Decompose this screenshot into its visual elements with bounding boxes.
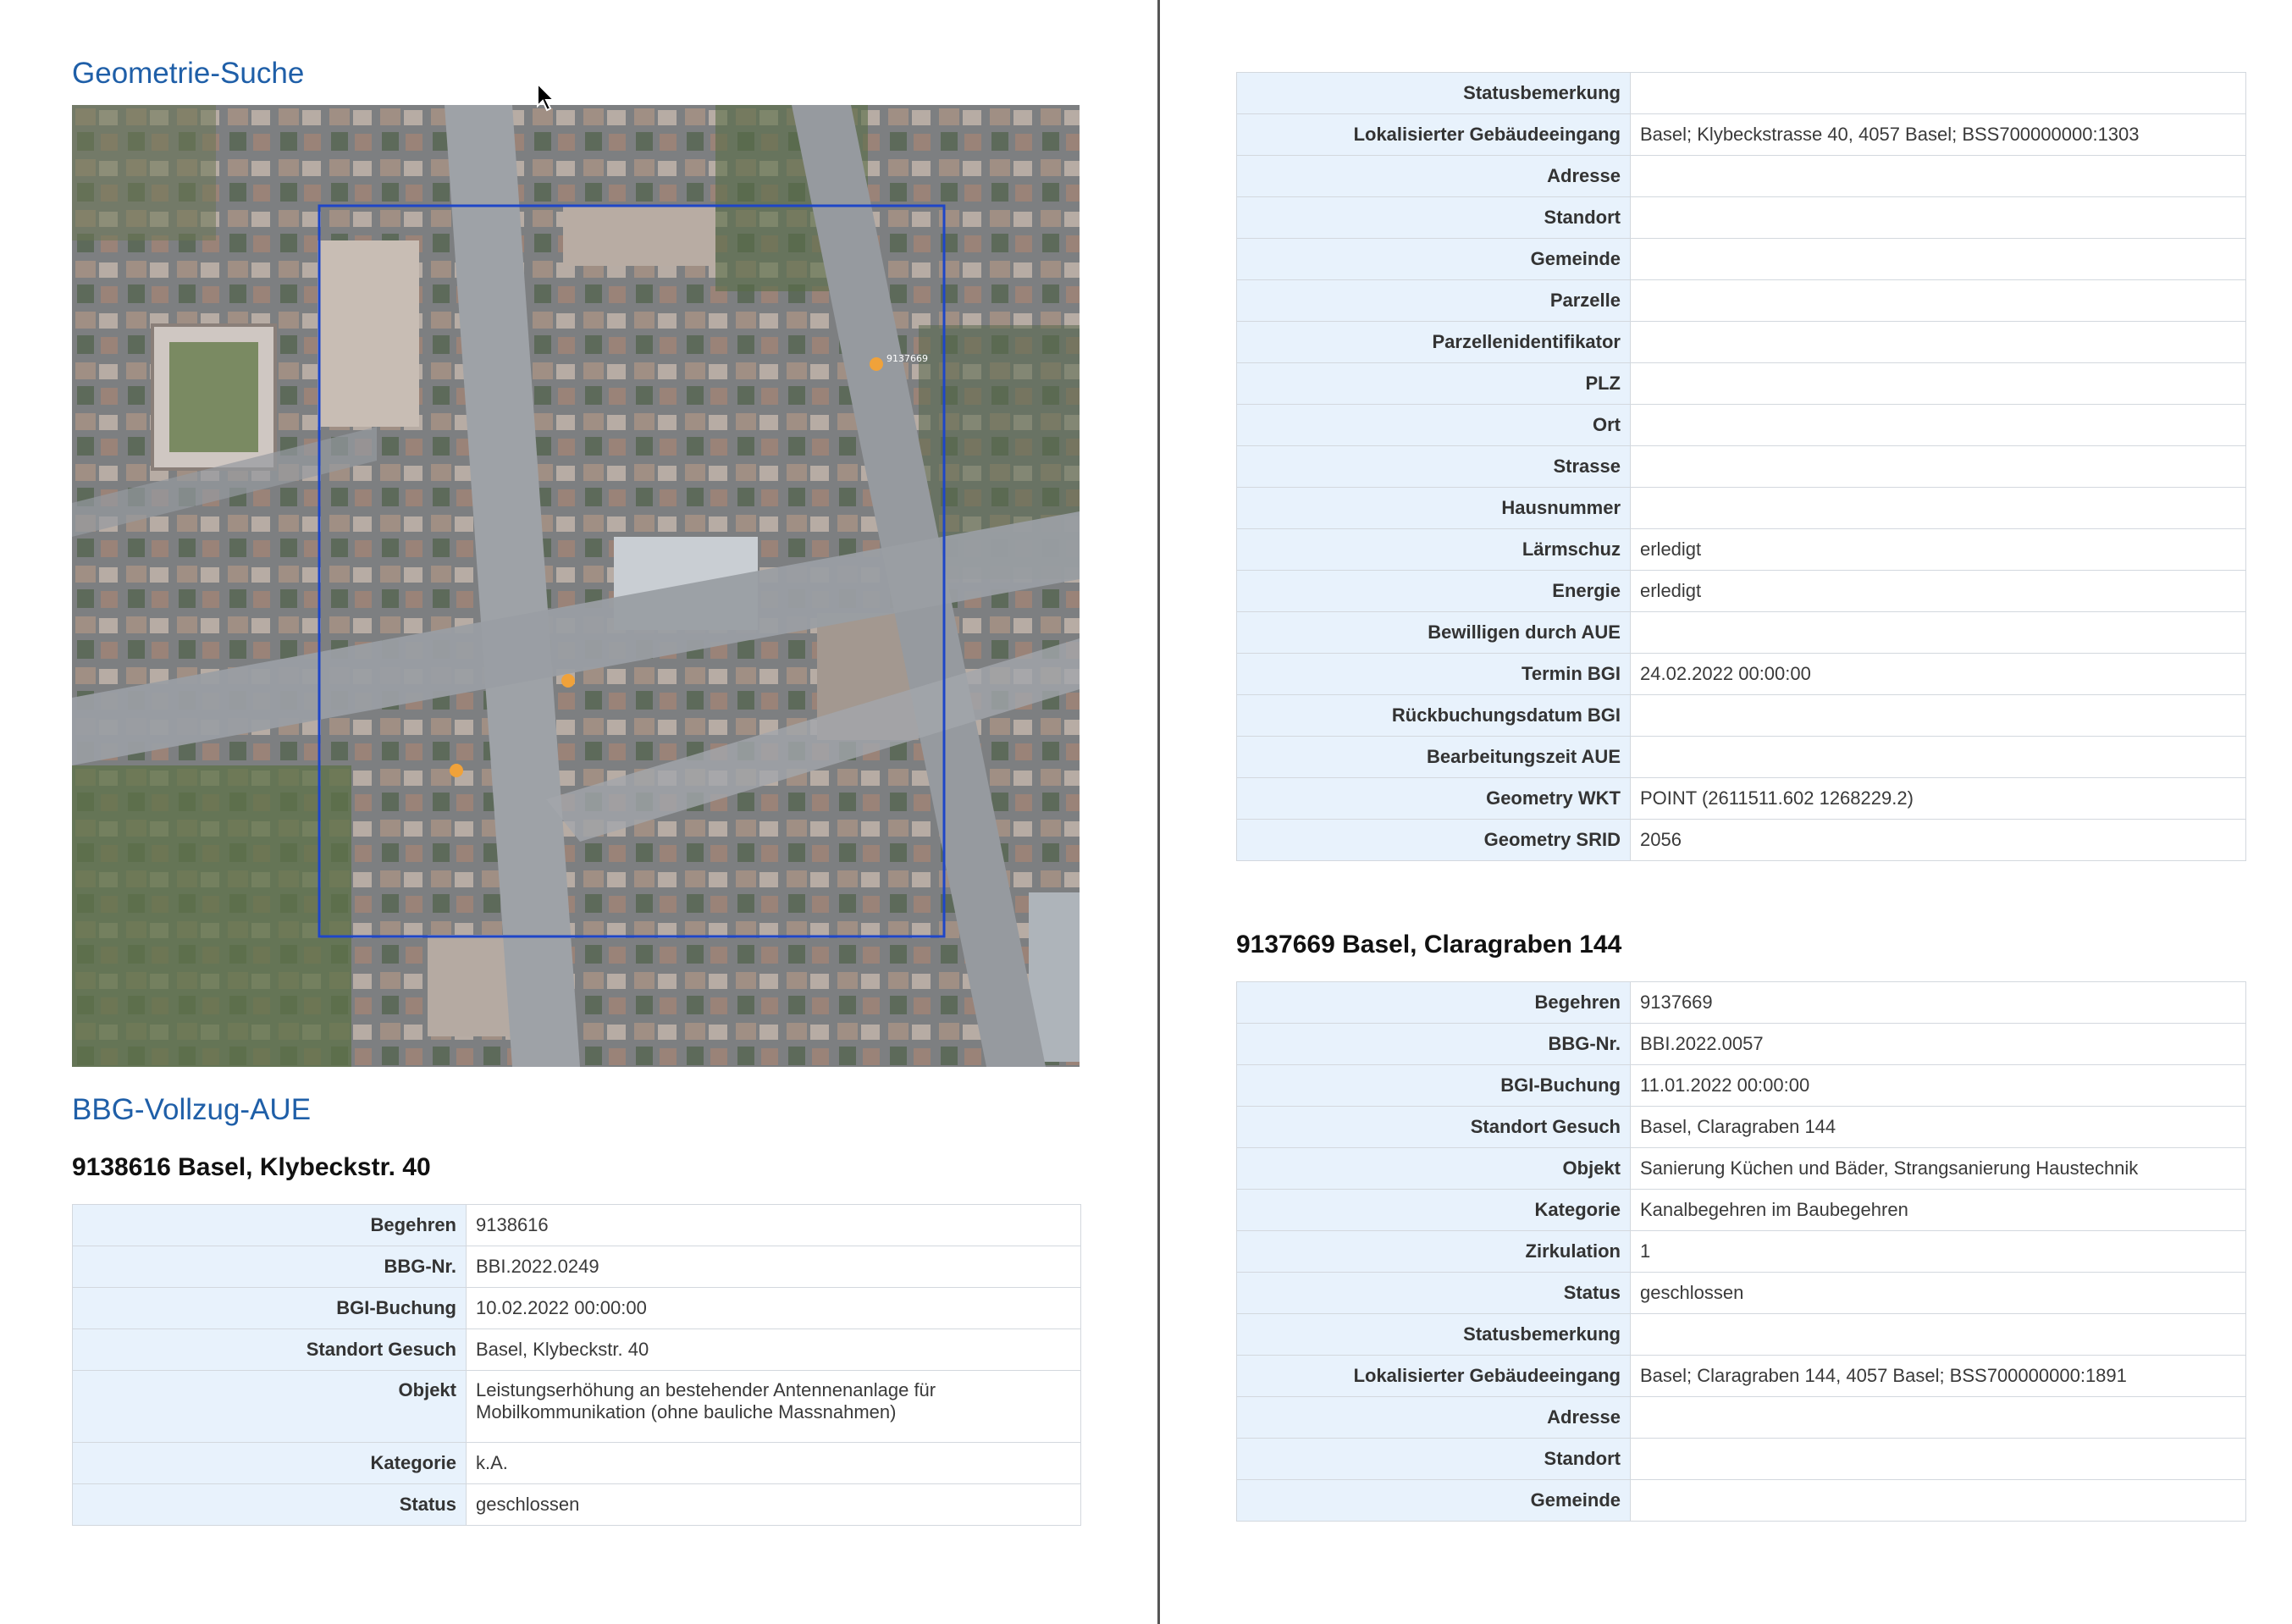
attr-key: Parzellenidentifikator [1237,322,1631,363]
table-row [1237,1107,2246,1148]
attr-value: 9137669 [1631,982,2246,1024]
attr-key: BBG-Nr. [73,1246,467,1288]
table-row [1237,1356,2246,1397]
attr-value: BBI.2022.0249 [467,1246,1081,1288]
mouse-cursor-icon [537,83,555,112]
attr-value: 11.01.2022 00:00:00 [1631,1065,2246,1107]
aerial-map-image [72,105,1080,1067]
attr-key: Parzelle [1237,280,1631,322]
attr-value: erledigt [1631,529,2246,571]
attr-key: Status [1237,1273,1631,1314]
table-row [1237,363,2246,405]
attr-value [1631,73,2246,114]
attr-value: POINT (2611511.602 1268229.2) [1631,778,2246,820]
attr-value: Basel, Claragraben 144 [1631,1107,2246,1148]
attr-value: k.A. [467,1443,1081,1484]
attr-value [1631,1397,2246,1439]
table-row [73,1371,1081,1443]
attr-value: erledigt [1631,571,2246,612]
attr-key: Adresse [1237,156,1631,197]
attr-key: Kategorie [1237,1190,1631,1231]
table-row [1237,1024,2246,1065]
table-row [1237,73,2246,114]
attr-value: Kanalbegehren im Baubegehren [1631,1190,2246,1231]
table-row [1237,156,2246,197]
attr-key: Lokalisierter Gebäudeeingang [1237,1356,1631,1397]
attr-value: 9138616 [467,1205,1081,1246]
table-row [1237,778,2246,820]
continued-attributes-table [1236,72,2246,861]
attr-key: Objekt [73,1371,467,1443]
table-row [1237,1065,2246,1107]
attr-key: Begehren [73,1205,467,1246]
attr-value: 2056 [1631,820,2246,861]
attr-key: Statusbemerkung [1237,73,1631,114]
attr-key: Objekt [1237,1148,1631,1190]
attr-value [1631,488,2246,529]
table-row [1237,1397,2246,1439]
table-row [1237,1273,2246,1314]
table-row [1237,654,2246,695]
attr-value: geschlossen [467,1484,1081,1526]
attr-key: Strasse [1237,446,1631,488]
table-row [1237,405,2246,446]
aerial-map[interactable] [72,105,1080,1067]
attr-key: Begehren [1237,982,1631,1024]
attr-key: Termin BGI [1237,654,1631,695]
attr-value [1631,156,2246,197]
attr-value [1631,737,2246,778]
attr-value [1631,446,2246,488]
attr-key: Geometry WKT [1237,778,1631,820]
table-row [1237,322,2246,363]
record-title: 9138616 Basel, Klybeckstr. 40 [72,1153,431,1181]
attr-key: Lokalisierter Gebäudeeingang [1237,114,1631,156]
table-row [1237,982,2246,1024]
attr-key: Gemeinde [1237,239,1631,280]
page-divider [1157,0,1160,1624]
attr-value [1631,280,2246,322]
attr-value: 1 [1631,1231,2246,1273]
table-row [73,1443,1081,1484]
record-title: 9137669 Basel, Claragraben 144 [1236,931,1622,958]
table-row [73,1246,1081,1288]
attr-value [1631,363,2246,405]
attr-value [1631,239,2246,280]
attr-value: Leistungserhöhung an bestehender Antennenanlage für Mobilkommunikation (ohne bauliche Massnahmen) [467,1371,1081,1443]
table-row [1237,571,2246,612]
table-row [1237,1314,2246,1356]
attr-value: Basel; Claragraben 144, 4057 Basel; BSS700000000:1891 [1631,1356,2246,1397]
table-row [1237,1190,2246,1231]
table-row [1237,1439,2246,1480]
attr-key: Kategorie [73,1443,467,1484]
table-row [1237,197,2246,239]
attr-key: BGI-Buchung [1237,1065,1631,1107]
attr-value [1631,612,2246,654]
attr-value [1631,197,2246,239]
attr-value: Sanierung Küchen und Bäder, Strangsanierung Haustechnik [1631,1148,2246,1190]
table-row [1237,695,2246,737]
table-row [1237,446,2246,488]
attr-key: Standort Gesuch [1237,1107,1631,1148]
attr-key: Bearbeitungszeit AUE [1237,737,1631,778]
table-row [73,1484,1081,1526]
geometry-search-title: Geometrie-Suche [72,57,305,90]
table-row [1237,280,2246,322]
table-row [1237,239,2246,280]
attr-key: Ort [1237,405,1631,446]
attr-key: Zirkulation [1237,1231,1631,1273]
attr-value [1631,1314,2246,1356]
attr-key: Standort [1237,197,1631,239]
attr-value [1631,695,2246,737]
attr-value [1631,405,2246,446]
table-row [73,1288,1081,1329]
attr-key: Lärmschuz [1237,529,1631,571]
attr-key: Geometry SRID [1237,820,1631,861]
table-row [1237,820,2246,861]
attr-key: Standort Gesuch [73,1329,467,1371]
attr-key: Rückbuchungsdatum BGI [1237,695,1631,737]
attr-key: Standort [1237,1439,1631,1480]
attr-key: Bewilligen durch AUE [1237,612,1631,654]
right-page [1162,0,2292,1624]
table-row [1237,612,2246,654]
table-row [73,1205,1081,1246]
attr-value [1631,322,2246,363]
section-title: BBG-Vollzug-AUE [72,1093,312,1126]
attr-key: Adresse [1237,1397,1631,1439]
marker-label: 9137669 [886,353,928,364]
table-row [73,1329,1081,1371]
table-row [1237,737,2246,778]
attr-value: geschlossen [1631,1273,2246,1314]
attr-value [1631,1439,2246,1480]
table-row [1237,529,2246,571]
attr-key: Energie [1237,571,1631,612]
attr-value: 24.02.2022 00:00:00 [1631,654,2246,695]
attr-value: Basel, Klybeckstr. 40 [467,1329,1081,1371]
attr-key: Gemeinde [1237,1480,1631,1522]
attr-key: BBG-Nr. [1237,1024,1631,1065]
attr-value: 10.02.2022 00:00:00 [467,1288,1081,1329]
attr-key: Statusbemerkung [1237,1314,1631,1356]
attr-value [1631,1480,2246,1522]
attr-key: PLZ [1237,363,1631,405]
attr-key: Status [73,1484,467,1526]
attr-key: BGI-Buchung [73,1288,467,1329]
attr-value: BBI.2022.0057 [1631,1024,2246,1065]
table-row [1237,114,2246,156]
table-row [1237,488,2246,529]
record-attributes-table [1236,981,2246,1522]
table-row [1237,1231,2246,1273]
table-row [1237,1480,2246,1522]
attr-value: Basel; Klybeckstrasse 40, 4057 Basel; BSS700000000:1303 [1631,114,2246,156]
table-row [1237,1148,2246,1190]
attr-key: Hausnummer [1237,488,1631,529]
record-attributes-table [72,1204,1081,1526]
